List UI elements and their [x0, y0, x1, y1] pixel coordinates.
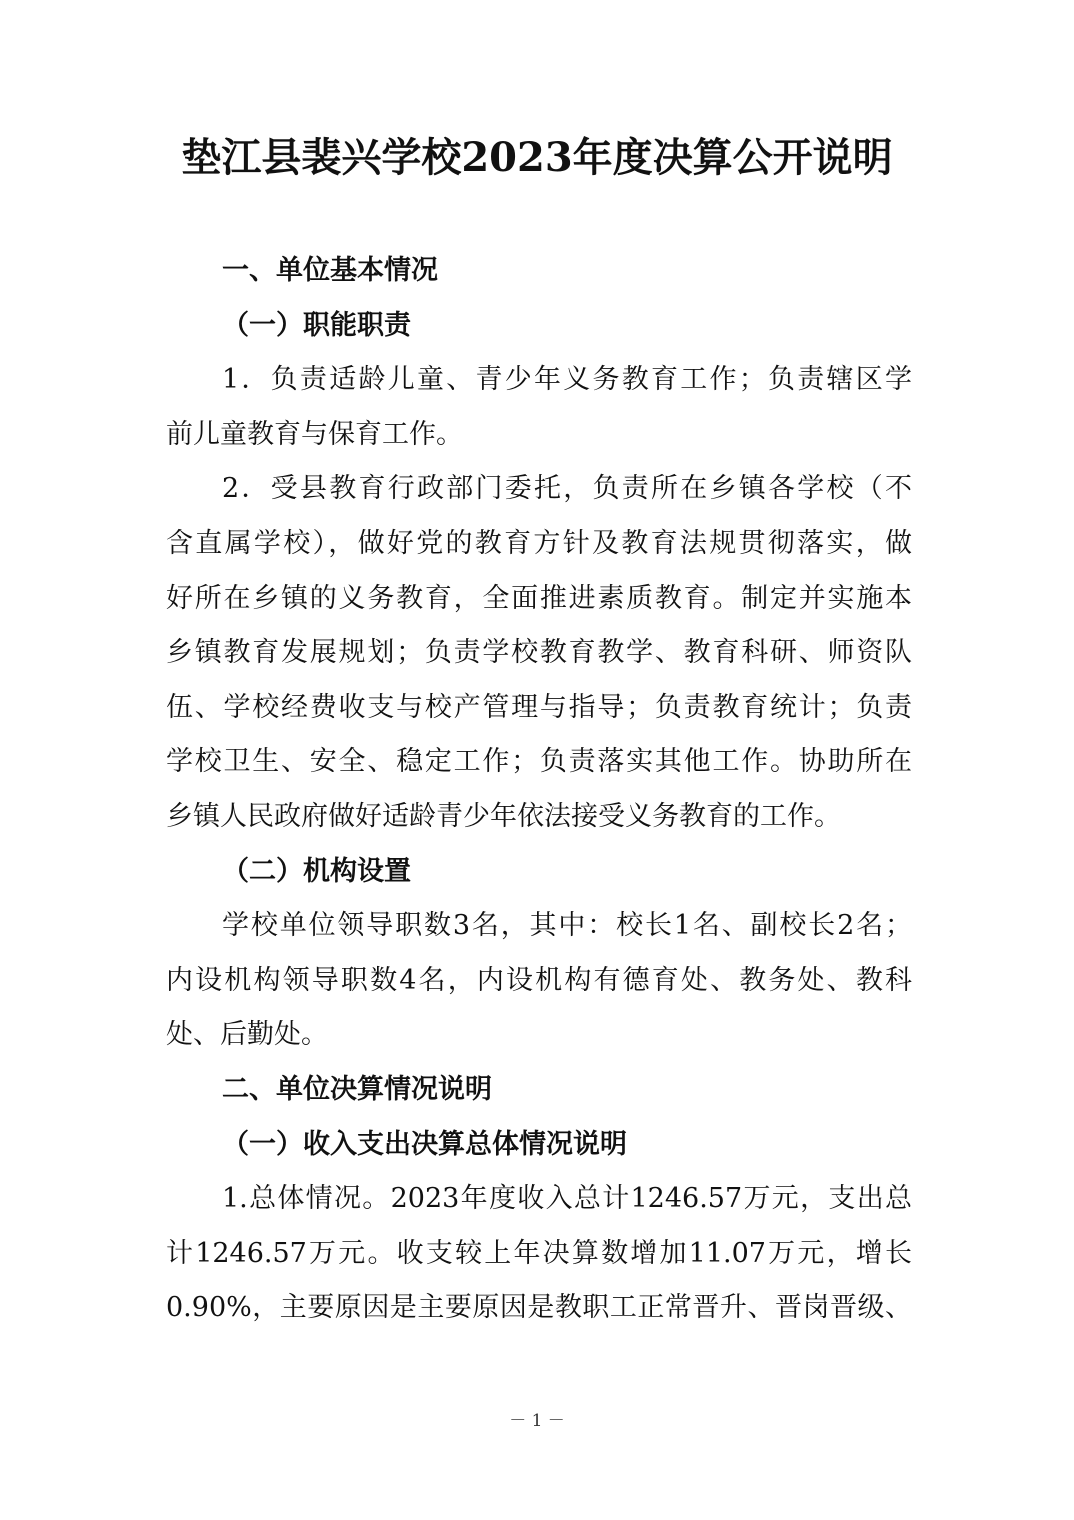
section-heading-final-accounts: 二、单位决算情况说明	[222, 1073, 492, 1105]
document-title: 垫江县裴兴学校2023年度决算公开说明	[181, 134, 893, 181]
paragraph-line: 处、后勤处。	[166, 1019, 328, 1051]
paragraph-line: 1．负责适龄儿童、青少年义务教育工作；负责辖区学	[222, 364, 912, 396]
subsection-heading-duties: （一）职能职责	[222, 309, 411, 341]
paragraph-line: 内设机构领导职数4名，内设机构有德育处、教务处、教科	[166, 964, 912, 996]
subsection-heading-income-expenditure: （一）收入支出决算总体情况说明	[222, 1128, 627, 1160]
overview-lead: 1.总体情况。	[222, 1183, 391, 1215]
paragraph-line: 2．受县教育行政部门委托，负责所在乡镇各学校（不	[222, 473, 912, 505]
section-heading-basic-info: 一、单位基本情况	[222, 255, 438, 286]
paragraph-line: 好所在乡镇的义务教育，全面推进素质教育。制定并实施本	[166, 582, 912, 614]
paragraph-line: 学校单位领导职数3名，其中：校长1名、副校长2名；	[222, 910, 912, 942]
paragraph-line: 乡镇人民政府做好适龄青少年依法接受义务教育的工作。	[166, 800, 841, 832]
paragraph-line: 乡镇教育发展规划；负责学校教育教学、教育科研、师资队	[166, 637, 912, 669]
document-body	[166, 244, 912, 1336]
paragraph-line: 前儿童教育与保育工作。	[166, 418, 463, 450]
paragraph-line: 0.90%，主要原因是主要原因是教职工正常晋升、晋岗晋级、	[166, 1292, 912, 1324]
paragraph-line: 学校卫生、安全、稳定工作；负责落实其他工作。协助所在	[166, 746, 912, 778]
paragraph-line	[166, 1172, 912, 1227]
paragraph-line: 计1246.57万元。收支较上年决算数增加11.07万元，增长	[166, 1237, 912, 1269]
paragraph-line: 伍、学校经费收支与校产管理与指导；负责教育统计；负责	[166, 691, 912, 723]
paragraph-line: 含直属学校），做好党的教育方针及教育法规贯彻落实，做	[166, 527, 912, 559]
page-number: － 1 －	[509, 1411, 565, 1431]
subsection-heading-organization: （二）机构设置	[222, 855, 411, 887]
overview-text: 2023年度收入总计1246.57万元，支出总	[390, 1183, 912, 1215]
